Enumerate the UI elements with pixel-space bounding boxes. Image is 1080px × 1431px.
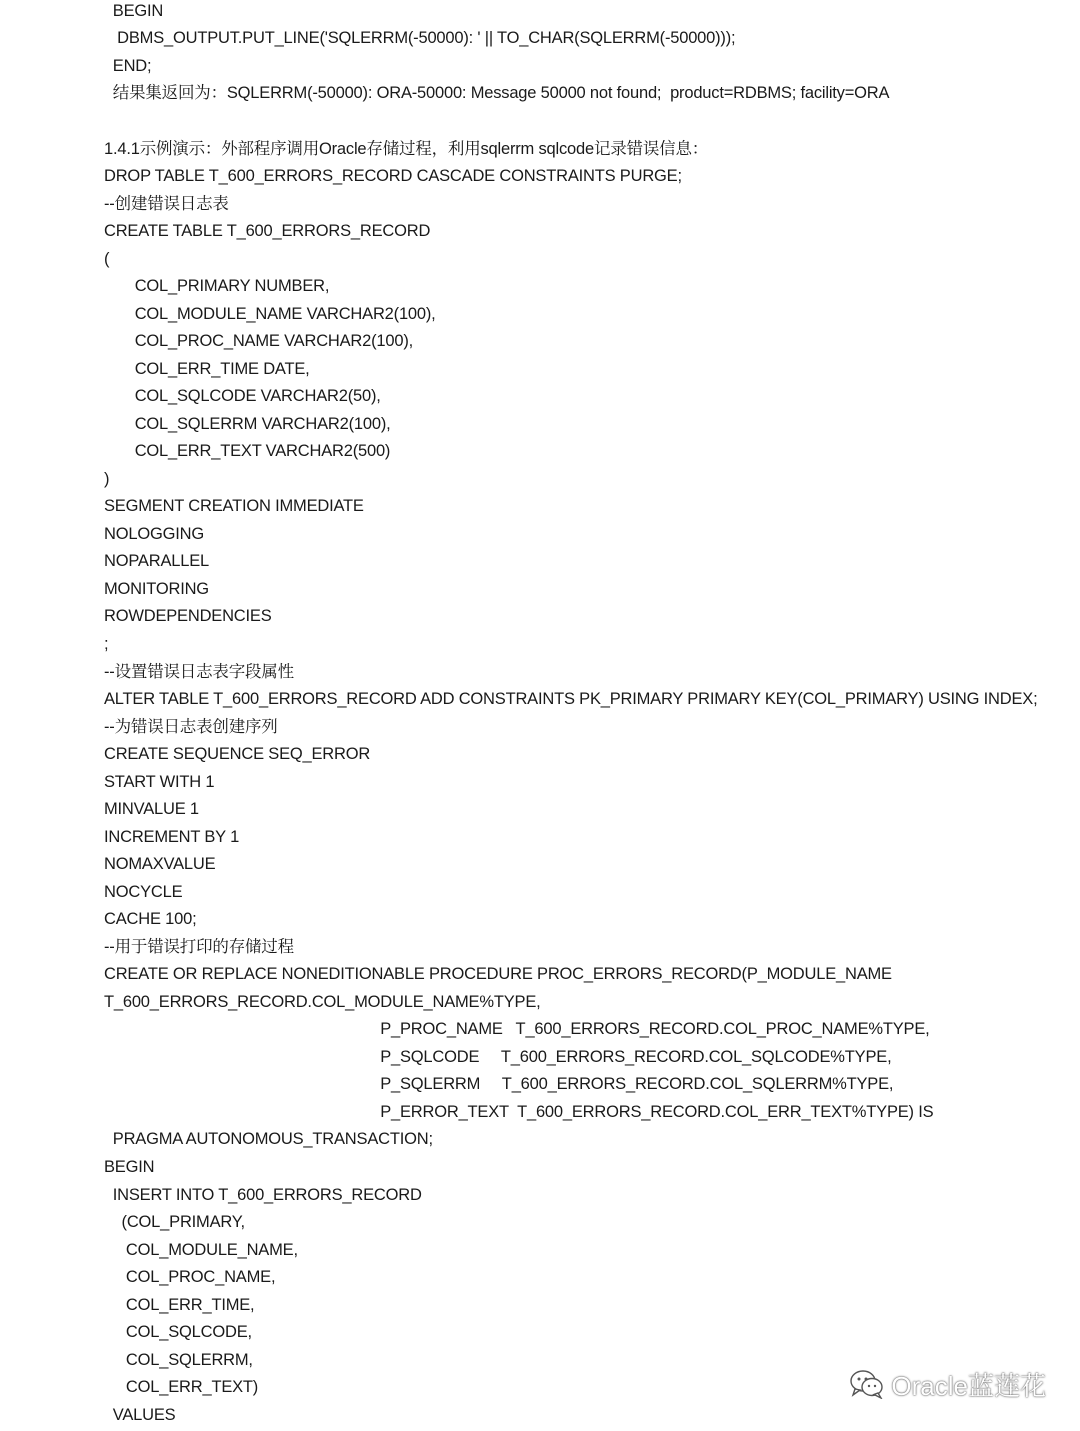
code-line: P_SQLCODE T_600_ERRORS_RECORD.COL_SQLCODE%TYPE, (104, 1048, 892, 1066)
code-line: NOMAXVALUE (104, 855, 216, 873)
code-line: (COL_PRIMARY, (104, 1213, 245, 1231)
code-line: ROWDEPENDENCIES (104, 607, 272, 625)
code-line: INCREMENT BY 1 (104, 828, 240, 846)
code-line: CREATE SEQUENCE SEQ_ERROR (104, 745, 371, 763)
code-line: COL_PROC_NAME, (104, 1268, 276, 1286)
code-line: DBMS_OUTPUT.PUT_LINE('SQLERRM(-50000): ' || TO_CHAR(SQLERRM(-50000))); (104, 29, 736, 47)
code-comment: --设置错误日志表字段属性 (104, 663, 294, 681)
code-line: P_ERROR_TEXT T_600_ERRORS_RECORD.COL_ERR_TEXT%TYPE) IS (104, 1103, 934, 1121)
code-line: NOPARALLEL (104, 552, 209, 570)
code-line: COL_SQLERRM, (104, 1351, 253, 1369)
code-line: SEGMENT CREATION IMMEDIATE (104, 497, 364, 515)
code-line: 结果集返回为：SQLERRM(-50000): ORA-50000: Message 50000 not found; product=RDBMS; facility=ORA (104, 84, 890, 102)
code-line: COL_ERR_TIME, (104, 1296, 255, 1314)
code-line: NOLOGGING (104, 525, 204, 543)
code-line: ALTER TABLE T_600_ERRORS_RECORD ADD CONSTRAINTS PK_PRIMARY PRIMARY KEY(COL_PRIMARY) USING INDEX; (104, 690, 1038, 708)
code-line: ; (104, 635, 109, 653)
code-line: START WITH 1 (104, 773, 215, 791)
code-line: COL_SQLCODE VARCHAR2(50), (104, 387, 381, 405)
code-line: PRAGMA AUTONOMOUS_TRANSACTION; (104, 1130, 433, 1148)
code-line: BEGIN (104, 1158, 155, 1176)
code-line: MONITORING (104, 580, 209, 598)
code-line: CACHE 100; (104, 910, 197, 928)
watermark-text: Oracle蓝莲花 (891, 1370, 1046, 1401)
code-line: BEGIN (104, 2, 164, 20)
code-line: COL_ERR_TEXT VARCHAR2(500) (104, 442, 391, 460)
code-line: T_600_ERRORS_RECORD.COL_MODULE_NAME%TYPE, (104, 993, 541, 1011)
watermark (849, 1366, 1046, 1402)
code-line: COL_PRIMARY NUMBER, (104, 277, 330, 295)
code-line: NOCYCLE (104, 883, 183, 901)
code-comment: --为错误日志表创建序列 (104, 718, 278, 736)
code-line: COL_ERR_TEXT) (104, 1378, 259, 1396)
code-comment: --创建错误日志表 (104, 195, 229, 213)
code-line: P_SQLERRM T_600_ERRORS_RECORD.COL_SQLERRM%TYPE, (104, 1075, 894, 1093)
code-line: ( (104, 250, 110, 268)
code-line: CREATE TABLE T_600_ERRORS_RECORD (104, 222, 431, 240)
code-line: INSERT INTO T_600_ERRORS_RECORD (104, 1186, 422, 1204)
code-line: DROP TABLE T_600_ERRORS_RECORD CASCADE CONSTRAINTS PURGE; (104, 167, 682, 185)
code-line: COL_SQLCODE, (104, 1323, 252, 1341)
code-line: COL_ERR_TIME DATE, (104, 360, 310, 378)
code-line: COL_SQLERRM VARCHAR2(100), (104, 415, 391, 433)
code-line: COL_PROC_NAME VARCHAR2(100), (104, 332, 414, 350)
code-line: COL_MODULE_NAME, (104, 1241, 298, 1259)
code-line: MINVALUE 1 (104, 800, 199, 818)
code-line: P_PROC_NAME T_600_ERRORS_RECORD.COL_PROC_NAME%TYPE, (104, 1020, 930, 1038)
wechat-icon (849, 1369, 885, 1399)
code-comment: --用于错误打印的存储过程 (104, 938, 294, 956)
code-line: END; (104, 57, 152, 75)
section-heading: 1.4.1示例演示：外部程序调用Oracle存储过程，利用sqlerrm sqlcode记录错误信息： (104, 140, 709, 158)
code-line: CREATE OR REPLACE NONEDITIONABLE PROCEDURE PROC_ERRORS_RECORD(P_MODULE_NAME (104, 965, 892, 983)
code-line: VALUES (104, 1406, 176, 1424)
code-line: ) (104, 470, 110, 488)
code-line: COL_MODULE_NAME VARCHAR2(100), (104, 305, 436, 323)
